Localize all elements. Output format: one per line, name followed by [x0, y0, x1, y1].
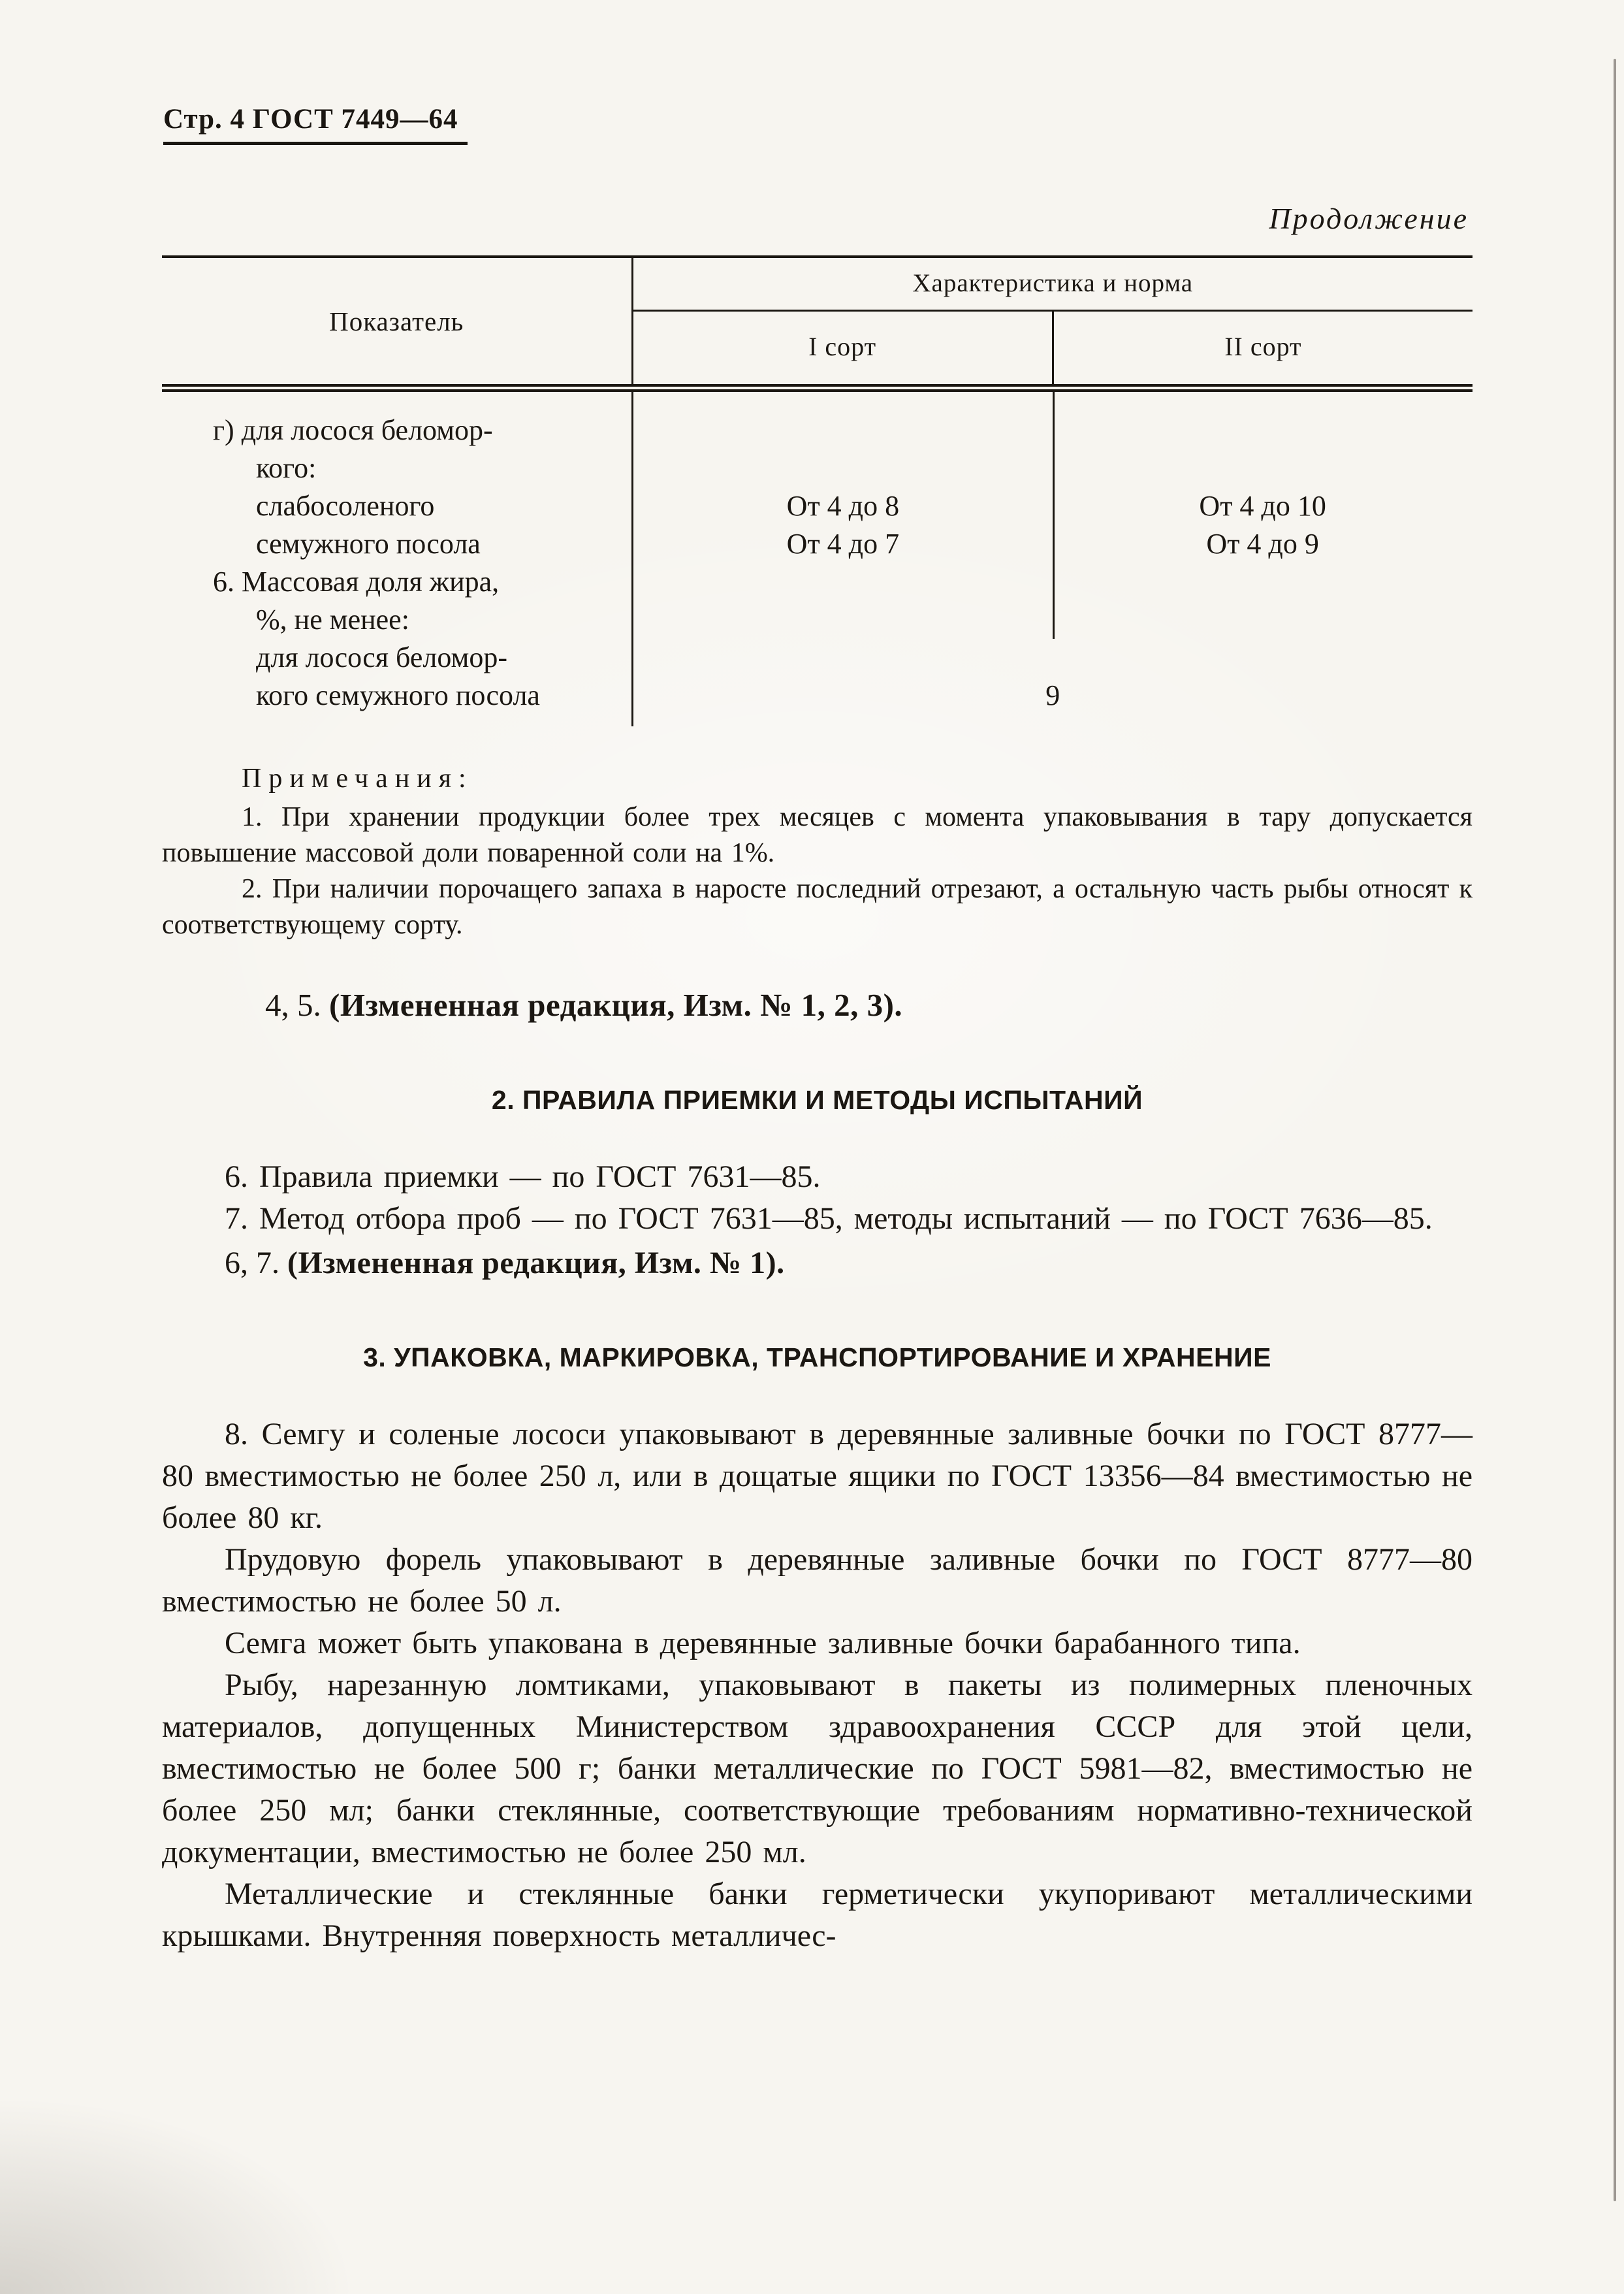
table-cell-sort2: От 4 до 9 [1206, 528, 1319, 560]
col-header-sort2: II сорт [1052, 312, 1473, 384]
section-2-heading: 2. ПРАВИЛА ПРИЕМКИ И МЕТОДЫ ИСПЫТАНИЙ [491, 1085, 1143, 1115]
amendment-text: (Измененная редакция, Изм. № 1). [287, 1246, 785, 1280]
table-row-label: семужного посола [256, 528, 481, 560]
section-3-heading: 3. УПАКОВКА, МАРКИРОВКА, ТРАНСПОРТИРОВАНИЕ И ХРАНЕНИЕ [363, 1342, 1271, 1372]
amendment-note-6-7 [162, 1245, 1473, 1281]
page-header-text: Стр. 4 ГОСТ 7449—64 [163, 103, 468, 145]
indicator-column [162, 392, 631, 726]
table-row-values [633, 639, 1473, 677]
amendment-prefix: 4, 5. [265, 987, 321, 1023]
spec-table-body [162, 392, 1473, 726]
paragraph-metal-glass-cans: Металлические и стеклянные банки герметически укупоривают металлическими крышками. Внутренняя поверхность металличес- [162, 1877, 1473, 1953]
table-cell-sort1: От 4 до 8 [786, 490, 900, 522]
paragraph-trout-packing: Прудовую форель упаковывают в деревянные заливные бочки по ГОСТ 8777—80 вместимостью не более 50 л. [162, 1542, 1473, 1619]
table-row-values [633, 677, 1473, 715]
spec-table [162, 255, 1473, 726]
table-row-label: 6. Массовая доля жира, [213, 566, 500, 598]
values-columns [631, 392, 1473, 726]
spec-table-header [162, 258, 1473, 392]
col-header-indicator: Показатель [329, 306, 464, 336]
continuation-label: Продолжение [1269, 202, 1469, 235]
col-header-sort1: I сорт [808, 332, 877, 361]
note-item: 1. При хранении продукции более трех месяцев с момента упаковывания в тару допускается повышение массовой доли поваренной соли на 1%. [162, 802, 1473, 868]
col-header-characteristic: Характеристика и норма [633, 258, 1473, 312]
paragraph-salmon-barrels: Семга может быть упакована в деревянные заливные бочки барабанного типа. [225, 1626, 1301, 1660]
note-item: 2. При наличии порочащего запаха в наросте последний отрезают, а остальную часть рыбы относят к соответствующему сорту. [162, 874, 1473, 940]
notes-title: Примечания: [242, 764, 473, 794]
paragraph-clause-8: 8. Семгу и соленые лососи упаковывают в деревянные заливные бочки по ГОСТ 8777—80 вместимостью не более 250 л, или в дощатые ящики по ГОСТ 13356—84 вместимостью не более 80 кг. [162, 1417, 1473, 1535]
table-row-label: слабосоленого [256, 490, 435, 522]
notes-block [162, 763, 1473, 943]
paragraph-clause-7: 7. Метод отбора проб — по ГОСТ 7631—85, методы испытаний — по ГОСТ 7636—85. [225, 1201, 1433, 1236]
table-row-label: г) для лосося беломор- [213, 414, 493, 446]
table-row-label: %, не менее: [256, 604, 409, 636]
table-row-label: для лосося беломор- [256, 641, 507, 673]
amendment-text: (Измененная редакция, Изм. № 1, 2, 3). [329, 987, 903, 1023]
col-header-characteristic-group [631, 258, 1473, 384]
column-divider [1053, 392, 1055, 639]
paragraph-clause-6: 6. Правила приемки — по ГОСТ 7631—85. [225, 1159, 821, 1194]
col-header-sorts [633, 312, 1473, 384]
table-cell-span: 9 [1045, 679, 1060, 711]
table-cell-sort1: От 4 до 7 [786, 528, 900, 560]
table-cell-sort2: От 4 до 10 [1199, 490, 1326, 522]
paragraph-sliced-fish-packing: Рыбу, нарезанную ломтиками, упаковывают в пакеты из полимерных пленочных материалов, допущенных Министерством здравоохранения СССР для этой цели, вместимостью не более 500 г; банки металлические по ГОСТ 5981—82, вместимостью не более 250 мл; банки стеклянные, соответствующие требованиям нормативно-технической документации, вместимостью не более 250 мл. [162, 1668, 1473, 1869]
page-header [163, 103, 1473, 145]
amendment-prefix: 6, 7. [225, 1246, 279, 1280]
amendment-note-4-5 [162, 986, 1473, 1024]
table-row-label: кого: [256, 452, 317, 484]
table-row-label: кого семужного посола [256, 679, 540, 711]
scan-edge-artifact [1614, 59, 1616, 2201]
